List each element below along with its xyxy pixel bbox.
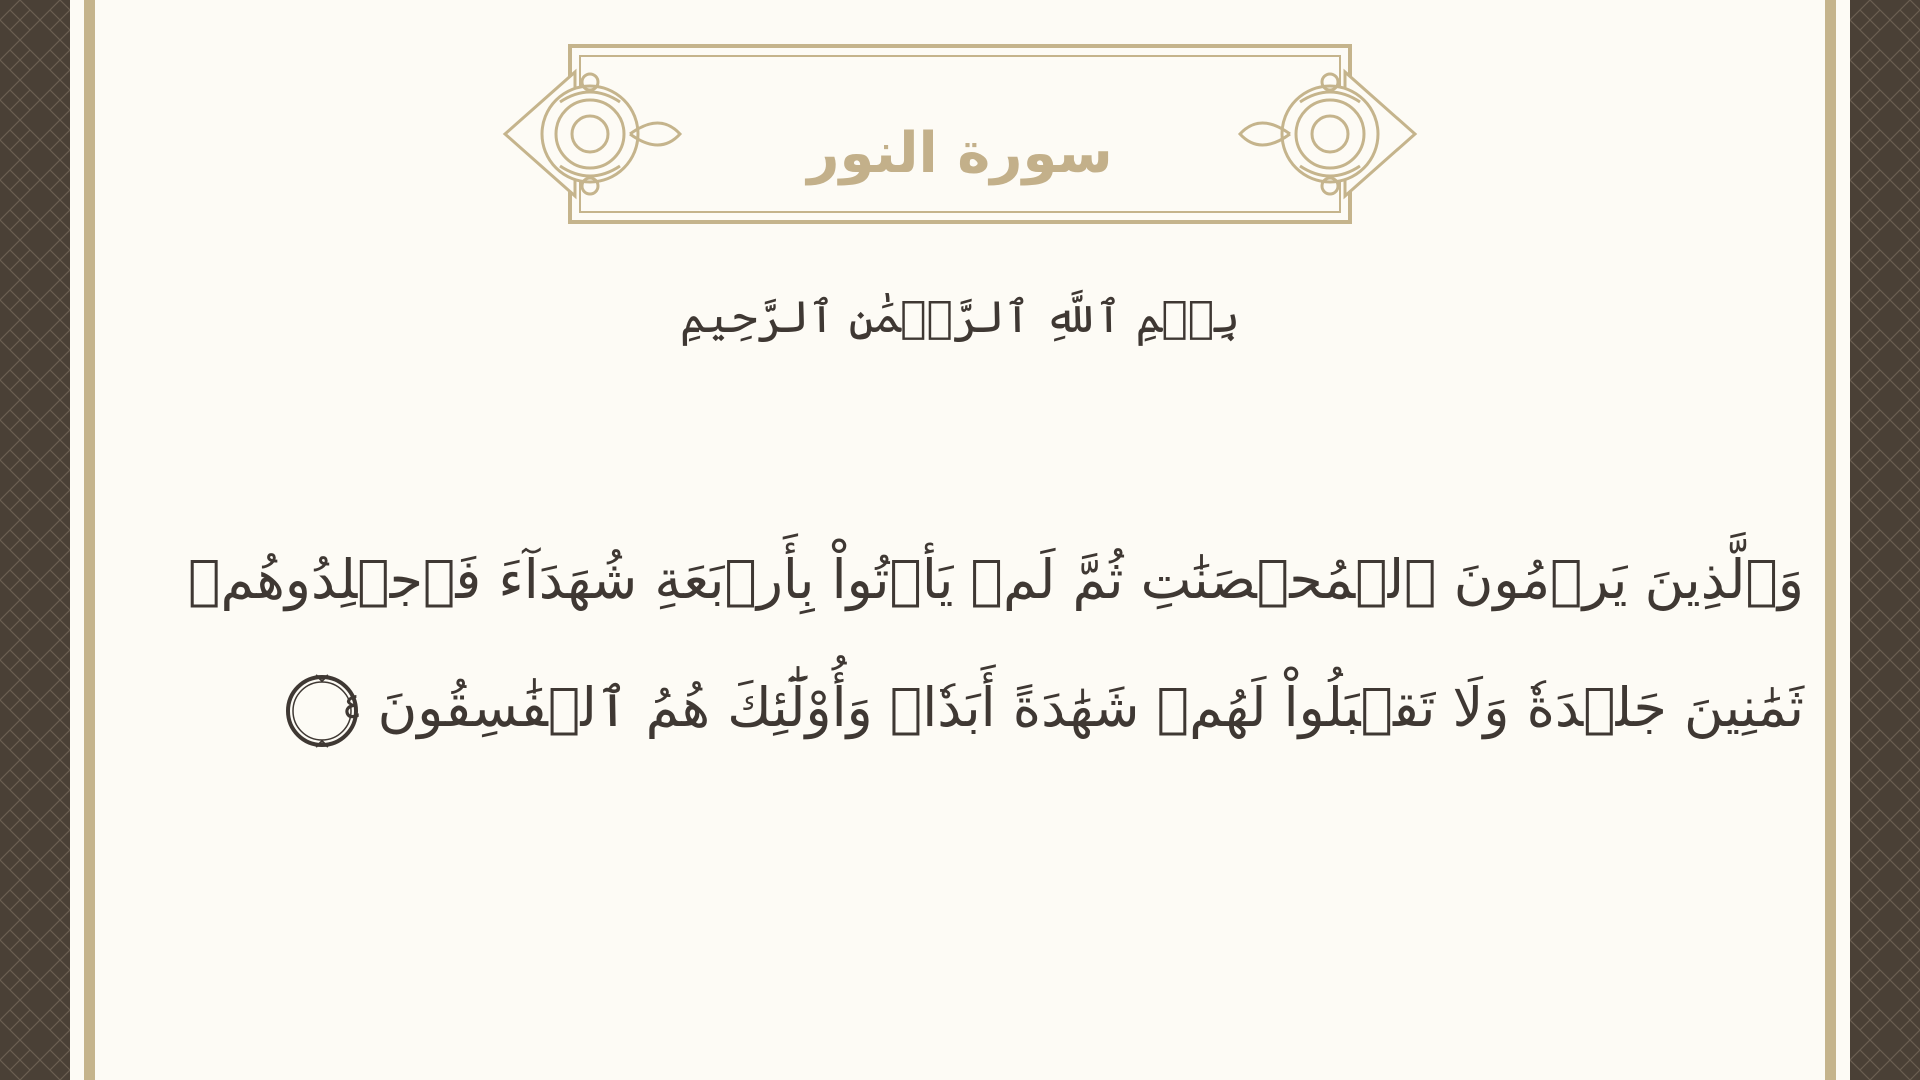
right-pattern-border <box>1850 0 1920 1080</box>
ayah-end-marker-icon <box>282 671 362 751</box>
left-pattern-border <box>0 0 70 1080</box>
geometric-pattern <box>1850 0 1920 1080</box>
surah-title: سورة النور <box>807 121 1113 186</box>
ayah-number: ٤ <box>342 686 362 728</box>
verse-line-2 <box>296 644 1804 772</box>
verse-line-1: وَٱلَّذِينَ يَرۡمُونَ ٱلۡمُحۡصَنَٰتِ ثُمَّ لَمۡ يَأۡتُواْ بِأَرۡبَعَةِ شُهَدَآءَ فَٱجۡلِدُوهُمۡ <box>188 548 1804 611</box>
basmala: بِسۡمِ ٱللَّهِ ٱلرَّحۡمَٰنِ ٱلرَّحِيمِ <box>679 292 1241 343</box>
verse-text <box>188 516 1804 772</box>
left-gold-rule <box>84 0 95 1080</box>
verse-line-2-text: ثَمَٰنِينَ جَلۡدَةٗ وَلَا تَقۡبَلُواْ لَهُمۡ شَهَٰدَةً أَبَدٗاۚ وَأُوْلَٰٓئِكَ هُمُ ٱلۡفَٰسِقُونَ <box>377 676 1804 739</box>
right-gold-rule <box>1825 0 1836 1080</box>
geometric-pattern <box>0 0 70 1080</box>
surah-header <box>500 42 1420 228</box>
